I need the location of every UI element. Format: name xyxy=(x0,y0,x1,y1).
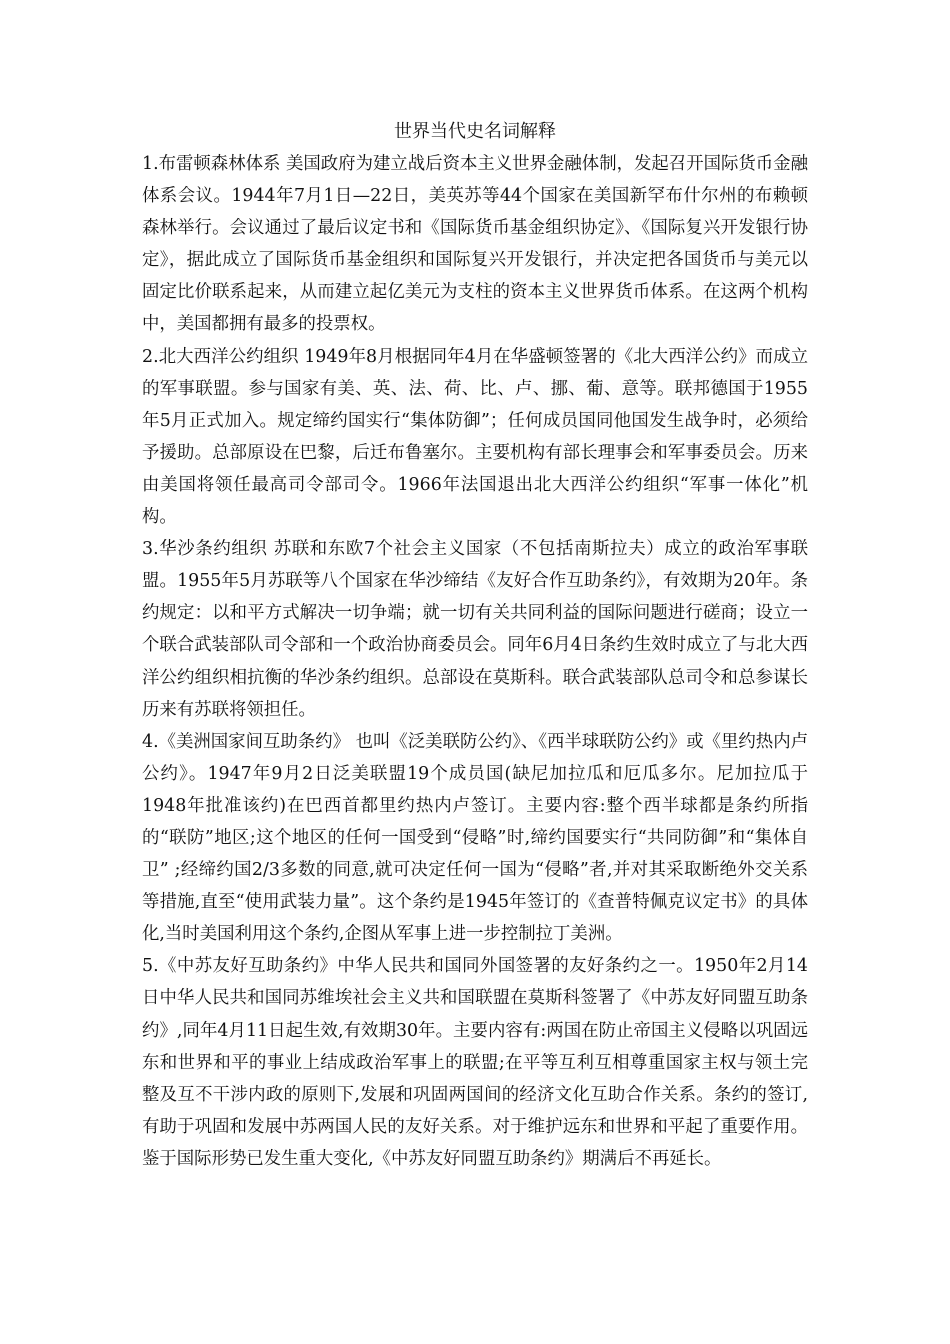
entry-heading: 1.布雷顿森林体系 xyxy=(142,154,281,174)
entry-heading: 4.《美洲国家间互助条约》 xyxy=(142,731,351,752)
page-title: 世界当代史名词解释 xyxy=(394,121,556,142)
entry-nato xyxy=(142,341,808,534)
entry-body: 1949年8月根据同年4月在华盛顿签署的《北大西洋公约》而成立的军事联盟。参与国家有美、英、法、荷、比、卢、挪、葡、意等。联邦德国于1955年5月正式加入。规定缔约国实行“集体防御”；任何成员国同他国发生战争时，必须给予援助。总部原设在巴黎，后迁布鲁塞尔。主要机构有部长理事会和军事委员会。历来由美国将领任最高司令部司令。1966年法国退出北大西洋公约组织“军事一体化”机构。 xyxy=(142,346,808,528)
entry-heading: 2.北大西洋公约组织 xyxy=(142,346,299,367)
entry-body: 也叫《泛美联防公约》、《西半球联防公约》或《里约热内卢公约》。1947年9月2日泛美联盟19个成员国(缺尼加拉瓜和厄瓜多尔。尼加拉瓜于1948年批准该约)在巴西首都里约热内卢签订。主要内容:整个西半球都是条约所指的“联防”地区;这个地区的任何一国受到“侵略”时,缔约国要实行“共同防御”和“集体自卫” ;经缔约国2/3多数的同意,就可决定任何一国为“侵略”者,并对其采取断绝外交关系等措施,直至“使用武装力量”。这个条约是1945年签订的《查普特佩克议定书》的具体化,当时美国利用这个条约,企图从军事上进一步控制拉丁美洲。 xyxy=(142,731,809,945)
entry-body: 苏联和东欧7个社会主义国家（不包括南斯拉夫）成立的政治军事联盟。1955年5月苏联等八个国家在华沙缔结《友好合作互助条约》，有效期为20年。条约规定：以和平方式解决一切争端；就一切有关共同利益的国际问题进行磋商；设立一个联合武装部队司令部和一个政治协商委员会。同年6月4日条约生效时成立了与北大西洋公约组织相抗衡的华沙条约组织。总部设在莫斯科。联合武装部队总司令和总参谋长历来有苏联将领担任。 xyxy=(142,539,809,720)
entry-warsaw-pact xyxy=(142,533,808,726)
entry-bretton-woods xyxy=(142,148,808,341)
entry-body: 美国政府为建立战后资本主义世界金融体制，发起召开国际货币金融体系会议。1944年7月1日—22日，美英苏等44个国家在美国新罕布什尔州的布赖顿森林举行。会议通过了最后议定书和《国际货币基金组织协定》、《国际复兴开发银行协定》，据此成立了国际货币基金组织和国际复兴开发银行，并决定把各国货币与美元以固定比价联系起来，从而建立起亿美元为支柱的资本主义世界货币体系。在这两个机构中，美国都拥有最多的投票权。 xyxy=(142,154,809,335)
entry-body: 中华人民共和国同外国签署的友好条约之一。1950年2月14日中华人民共和国同苏维埃社会主义共和国联盟在莫斯科签署了《中苏友好同盟互助条约》,同年4月11日起生效,有效期30年。主要内容有:两国在防止帝国主义侵略以巩固远东和世界和平的事业上结成政治军事上的联盟;在平等互利互相尊重国家主权与领土完整及互不干涉内政的原则下,发展和巩固两国间的经济文化互助合作关系。条约的签订,有助于巩固和发展中苏两国人民的友好关系。对于维护远东和世界和平起了重要作用。鉴于国际形势已发生重大变化,《中苏友好同盟互助条约》期满后不再延长。 xyxy=(142,956,808,1169)
entry-heading: 5.《中苏友好互助条约》 xyxy=(142,956,338,977)
entry-sino-soviet-treaty xyxy=(142,950,808,1175)
entry-heading: 3.华沙条约组织 xyxy=(142,539,268,560)
entry-rio-treaty xyxy=(142,726,808,951)
